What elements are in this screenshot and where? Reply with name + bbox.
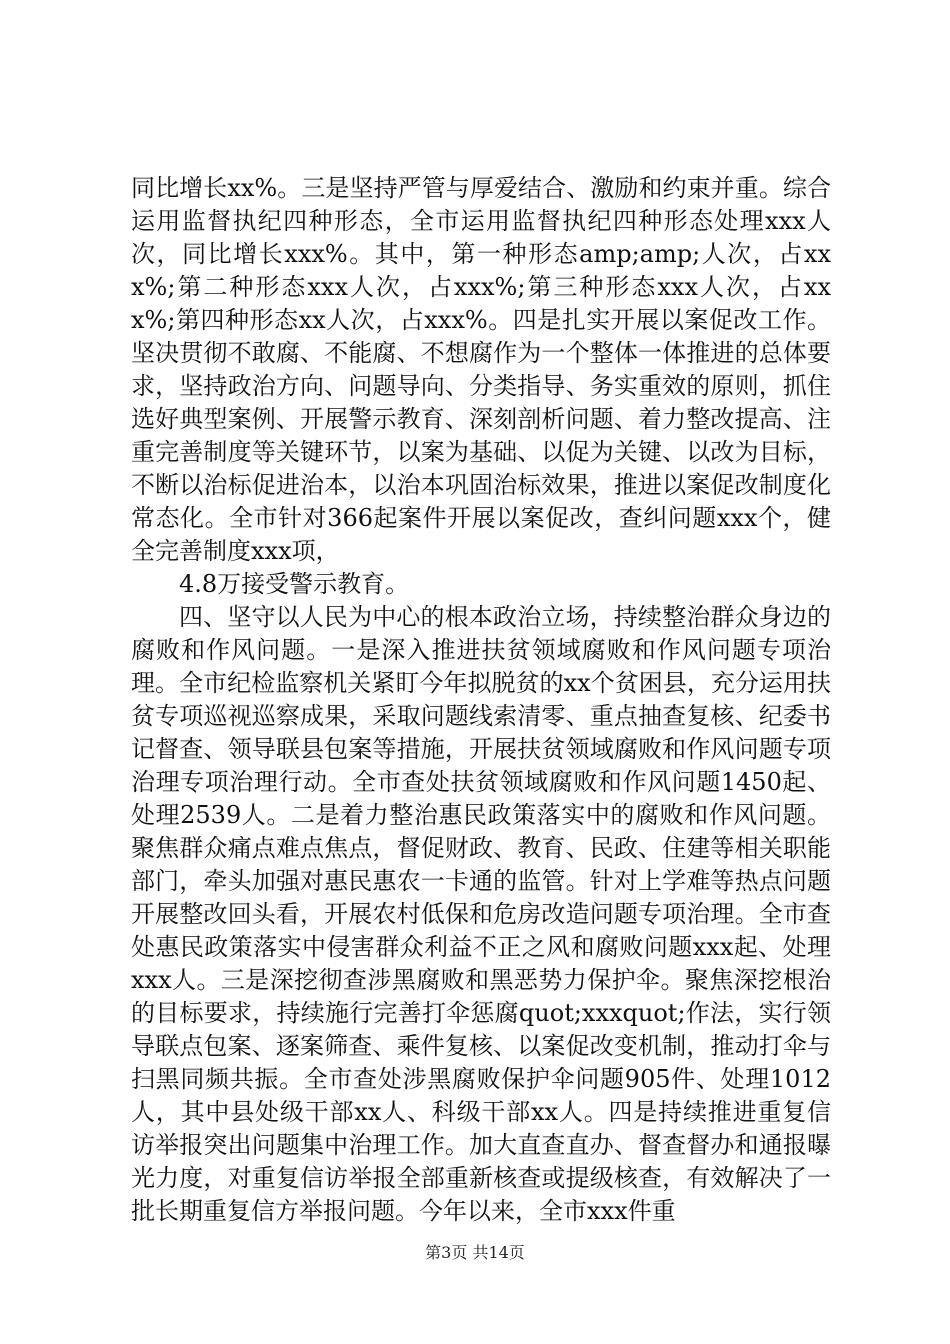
- page-footer: [0, 1243, 950, 1263]
- paragraph-2: 4.8万接受警示教育。: [179, 570, 410, 598]
- page-number: 第3页 共14页: [425, 1243, 525, 1262]
- paragraph-3: 四、坚守以人民为中心的根本政治立场，持续整治群众身边的腐败和作风问题。一是深入推进扶贫领域腐败和作风问题专项治理。全市纪检监察机关紧盯今年拟脱贫的xx个贫困县，充分运用扶贫专项巡视巡察成果，采取问题线索清零、重点抽查复核、纪委书记督查、领导联县包案等措施，开展扶贫领域腐败和作风问题专项治理专项治理行动。全市查处扶贫领域腐败和作风问题1450起、处理2539人。二是着力整治惠民政策落实中的腐败和作风问题。聚焦群众痛点难点焦点，督促财政、教育、民政、住建等相关职能部门，牵头加强对惠民惠农一卡通的监管。针对上学难等热点问题开展整改回头看，开展农村低保和危房改造问题专项治理。全市查处惠民政策落实中侵害群众利益不正之风和腐败问题xxx起、处理xxx人。三是深挖彻查涉黑腐败和黑恶势力保护伞。聚焦深挖根治的目标要求，持续施行完善打伞惩腐quot;xxxquot;作法，实行领导联点包案、逐案筛查、乘件复核、以案促改变机制，推动打伞与扫黑同频共振。全市查处涉黑腐败保护伞问题905件、处理1012人，其中县处级干部xx人、科级干部xx人。四是持续推进重复信访举报突出问题集中治理工作。加大直查直办、督查督办和通报曝光力度，对重复信访举报全部重新核查或提级核查，有效解决了一批长期重复信方举报问题。今年以来，全市xxx件重: [131, 603, 831, 1225]
- body-text: [131, 172, 831, 1228]
- paragraph-1: 同比增长xx%。三是坚持严管与厚爱结合、激励和约束并重。综合运用监督执纪四种形态，全市运用监督执纪四种形态处理xxx人次，同比增长xxx%。其中，第一种形态amp;amp;人次，占xxx%;第二种形态xxx人次，占xxx%;第三种形态xxx人次，占xxx%;第四种形态xx人次，占xxx%。四是扎实开展以案促改工作。坚决贯彻不敢腐、不能腐、不想腐作为一个整体一体推进的总体要求，坚持政治方向、问题导向、分类指导、务实重效的原则，抓住选好典型案例、开展警示教育、深刻剖析问题、着力整改提高、注重完善制度等关键环节，以案为基础、以促为关键、以改为目标，不断以治标促进治本，以治本巩固治标效果，推进以案促改制度化常态化。全市针对366起案件开展以案促改，查纠问题xxx个，健全完善制度xxx项，: [131, 174, 831, 565]
